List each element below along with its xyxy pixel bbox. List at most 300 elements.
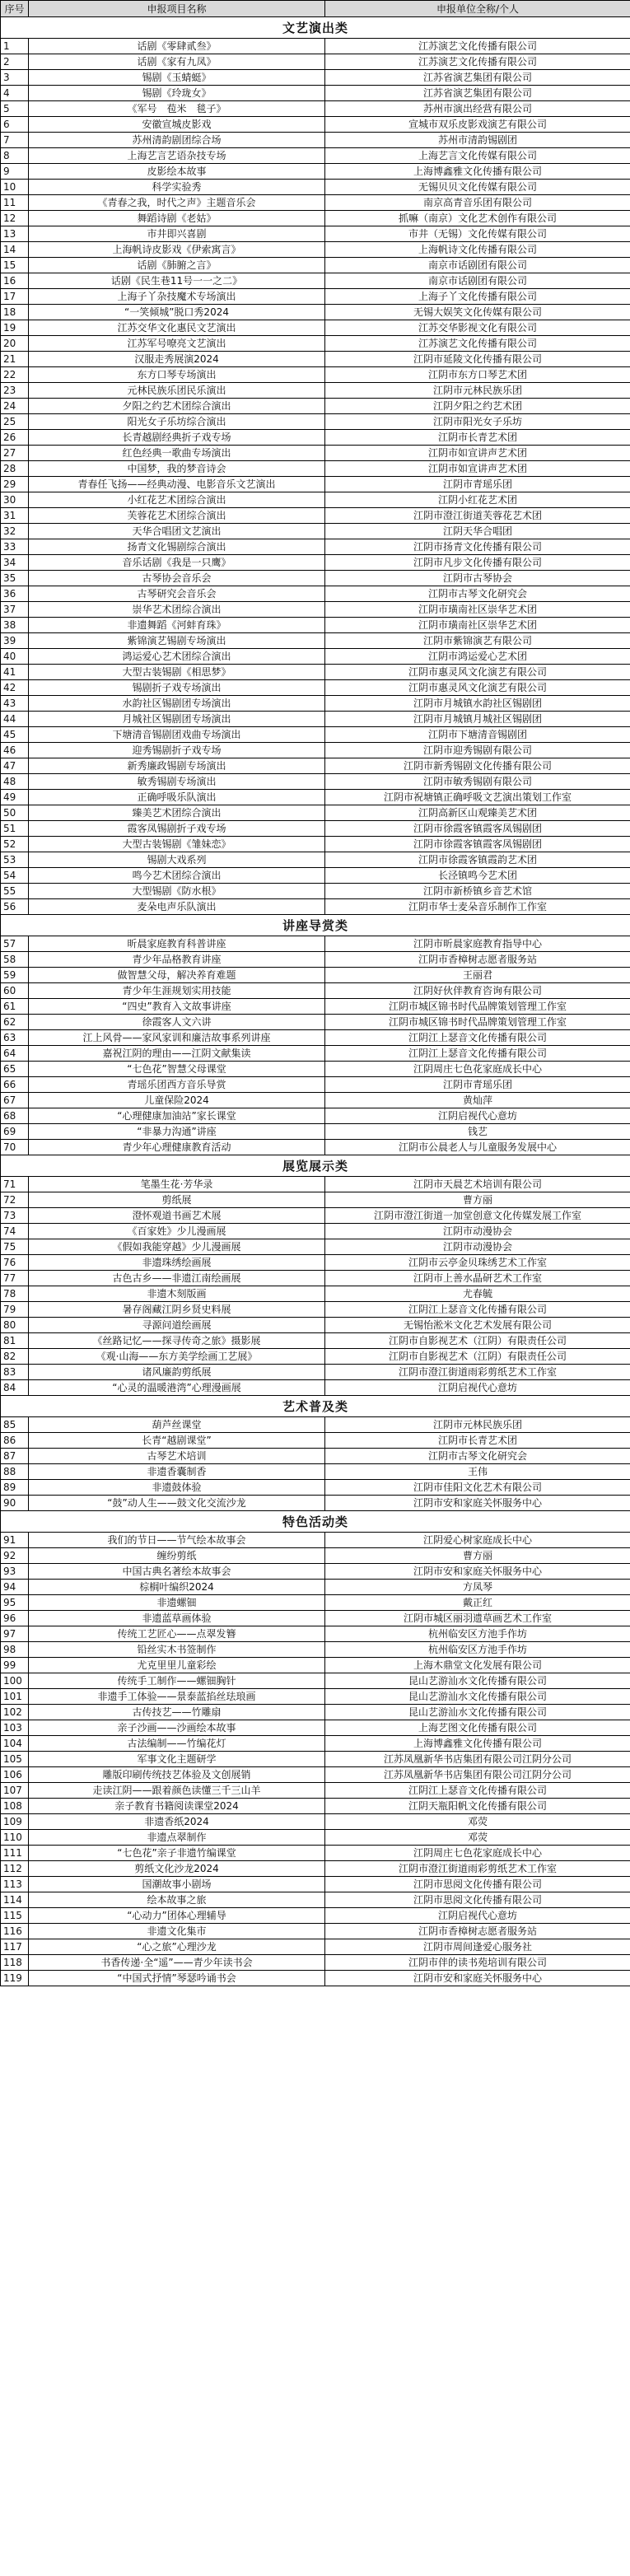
- table-row: [1, 899, 630, 915]
- applicant-unit: 南京高青音乐团有限公司: [325, 195, 630, 211]
- project-name: 非遗手工体验——景泰蓝掐丝珐琅画: [29, 1689, 325, 1705]
- table-row: [1, 1349, 630, 1365]
- table-row: [1, 336, 630, 352]
- section-title: 展览展示类: [1, 1155, 630, 1177]
- row-number: 78: [1, 1286, 29, 1302]
- applicant-unit: 苏州市清韵锡剧团: [325, 133, 630, 148]
- applicant-unit: 江阴市月城镇水韵社区锡剧团: [325, 696, 630, 712]
- row-number: 112: [1, 1861, 29, 1877]
- table-row: [1, 1939, 630, 1955]
- project-name: 中国古典名著绘本故事会: [29, 1564, 325, 1580]
- applicant-unit: 江阴市城区锦书时代品牌策划管理工作室: [325, 1015, 630, 1030]
- table-row: [1, 1971, 630, 1986]
- table-row: [1, 133, 630, 148]
- applicant-unit: 江阴市华士麦朵音乐制作工作室: [325, 899, 630, 915]
- row-number: 18: [1, 305, 29, 320]
- project-name: “心之旅”心理沙龙: [29, 1939, 325, 1955]
- table-row: [1, 1533, 630, 1548]
- project-name: 古法编制——竹编花灯: [29, 1736, 325, 1752]
- project-name: “七色花”智慧父母课堂: [29, 1062, 325, 1077]
- row-number: 31: [1, 508, 29, 524]
- project-name: 锡剧折子戏专场演出: [29, 680, 325, 696]
- applicant-unit: 长泾镇鸣今艺术团: [325, 868, 630, 884]
- applicant-unit: 邓荧: [325, 1814, 630, 1830]
- applicant-unit: 江阴市香樟树志愿者服务站: [325, 952, 630, 968]
- table-row: [1, 1673, 630, 1689]
- project-name: 迎秀锡剧折子戏专场: [29, 743, 325, 758]
- row-number: 27: [1, 446, 29, 461]
- project-name: 话剧《民生巷11号一一之二》: [29, 273, 325, 289]
- applicant-unit: 江阴启视代心意坊: [325, 1108, 630, 1124]
- row-number: 58: [1, 952, 29, 968]
- section-header-row: [1, 1511, 630, 1533]
- table-row: [1, 1239, 630, 1255]
- applicant-unit: 江阴市敏秀锡剧有限公司: [325, 774, 630, 790]
- row-number: 41: [1, 665, 29, 680]
- row-number: 97: [1, 1626, 29, 1642]
- applicant-unit: 江阴市惠灵风文化演艺有限公司: [325, 680, 630, 696]
- project-name: 正确呼吸乐队演出: [29, 790, 325, 805]
- project-name: 安徽宣城皮影戏: [29, 117, 325, 133]
- project-name: 暑存阁藏江阴乡贤史料展: [29, 1302, 325, 1318]
- table-row: [1, 383, 630, 399]
- project-name: 非遗文化集市: [29, 1924, 325, 1939]
- applicant-unit: 江阴市安和家庭关怀服务中心: [325, 1971, 630, 1986]
- table-row: [1, 1892, 630, 1908]
- row-number: 51: [1, 821, 29, 837]
- row-number: 71: [1, 1177, 29, 1192]
- project-name: 江苏军号嘹亮文艺演出: [29, 336, 325, 352]
- row-number: 89: [1, 1480, 29, 1496]
- row-number: 66: [1, 1077, 29, 1093]
- row-number: 39: [1, 633, 29, 649]
- applicant-unit: 江阴市鸿运爱心艺术团: [325, 649, 630, 665]
- table-row: [1, 86, 630, 101]
- project-name: 古琴协会音乐会: [29, 571, 325, 586]
- row-number: 92: [1, 1548, 29, 1564]
- project-name: 非遗蓝草画体验: [29, 1611, 325, 1626]
- project-name: 扬青文化锡剧综合演出: [29, 539, 325, 555]
- project-name: 《假如我能穿越》少儿漫画展: [29, 1239, 325, 1255]
- project-name: 阳光女子乐坊综合演出: [29, 414, 325, 430]
- table-row: [1, 821, 630, 837]
- row-number: 91: [1, 1533, 29, 1548]
- applicant-unit: 江阴市澄江街道一加堂创意文化传媒发展工作室: [325, 1208, 630, 1224]
- project-table-body: [1, 1, 630, 1986]
- project-name: 锡剧《玲珑女》: [29, 86, 325, 101]
- row-number: 43: [1, 696, 29, 712]
- project-name: 市井即兴喜剧: [29, 226, 325, 242]
- project-name: 东方口琴专场演出: [29, 367, 325, 383]
- project-name: 古传技艺——竹雕扇: [29, 1705, 325, 1720]
- project-name: “中国式抒情”琴瑟吟诵书会: [29, 1971, 325, 1986]
- table-row: [1, 1140, 630, 1155]
- row-number: 72: [1, 1192, 29, 1208]
- applicant-unit: 邓荧: [325, 1830, 630, 1846]
- row-number: 46: [1, 743, 29, 758]
- row-number: 37: [1, 602, 29, 618]
- project-name: 军事文化主题研学: [29, 1752, 325, 1767]
- project-name: 寻源问道绘画展: [29, 1318, 325, 1333]
- project-name: 麦朵电声乐队演出: [29, 899, 325, 915]
- applicant-unit: 江苏凤凰新华书店集团有限公司江阴分公司: [325, 1767, 630, 1783]
- project-name: 话剧《肺腑之言》: [29, 258, 325, 273]
- row-number: 86: [1, 1433, 29, 1449]
- table-row: [1, 852, 630, 868]
- table-row: [1, 1286, 630, 1302]
- row-number: 19: [1, 320, 29, 336]
- project-name: 昕晨家庭教育科普讲座: [29, 936, 325, 952]
- applicant-unit: 昆山艺游汕水文化传播有限公司: [325, 1689, 630, 1705]
- applicant-unit: 江阴市阳光女子乐坊: [325, 414, 630, 430]
- applicant-unit: 江阴启视代心意坊: [325, 1380, 630, 1396]
- applicant-unit: 江苏省演艺集团有限公司: [325, 70, 630, 86]
- applicant-unit: 南京市话剧团有限公司: [325, 273, 630, 289]
- row-number: 101: [1, 1689, 29, 1705]
- project-name: 棕榈叶编织2024: [29, 1580, 325, 1595]
- applicant-unit: 江苏演艺文化传播有限公司: [325, 39, 630, 54]
- table-row: [1, 884, 630, 899]
- row-number: 75: [1, 1239, 29, 1255]
- table-row: [1, 1433, 630, 1449]
- applicant-unit: 江阴市元林民族乐团: [325, 1417, 630, 1433]
- table-row: [1, 1908, 630, 1924]
- row-number: 116: [1, 1924, 29, 1939]
- row-number: 42: [1, 680, 29, 696]
- project-name: 《军号 苞米 毯子》: [29, 101, 325, 117]
- applicant-unit: 江阴市新秀锡剧文化传播有限公司: [325, 758, 630, 774]
- table-row: [1, 101, 630, 117]
- row-number: 79: [1, 1302, 29, 1318]
- table-row: [1, 1077, 630, 1093]
- row-number: 114: [1, 1892, 29, 1908]
- table-row: [1, 1062, 630, 1077]
- project-name: 紫锦演艺锡剧专场演出: [29, 633, 325, 649]
- table-row: [1, 164, 630, 180]
- table-row: [1, 1689, 630, 1705]
- project-name: 水韵社区锡剧团专场演出: [29, 696, 325, 712]
- row-number: 15: [1, 258, 29, 273]
- applicant-unit: 江阴市佳阳文化艺术有限公司: [325, 1480, 630, 1496]
- row-number: 85: [1, 1417, 29, 1433]
- applicant-unit: 江阴市天晨艺术培训有限公司: [325, 1177, 630, 1192]
- project-name: 缠纷剪纸: [29, 1548, 325, 1564]
- project-name: 大型锡剧《防水根》: [29, 884, 325, 899]
- project-name: 鸣今艺术团综合演出: [29, 868, 325, 884]
- applicant-unit: 江阴市惠灵风文化演艺有限公司: [325, 665, 630, 680]
- row-number: 60: [1, 983, 29, 999]
- applicant-unit: 江阴市长青艺术团: [325, 1433, 630, 1449]
- row-number: 105: [1, 1752, 29, 1767]
- row-number: 100: [1, 1673, 29, 1689]
- header-no: 序号: [1, 1, 29, 17]
- row-number: 102: [1, 1705, 29, 1720]
- applicant-unit: 江阴市如宣讲声艺术团: [325, 461, 630, 477]
- applicant-unit: 江阴市思阅文化传播有限公司: [325, 1877, 630, 1892]
- project-name: 新秀廉政锡剧专场演出: [29, 758, 325, 774]
- project-name: 诸风廉韵剪纸展: [29, 1365, 325, 1380]
- table-row: [1, 226, 630, 242]
- table-row: [1, 508, 630, 524]
- row-number: 6: [1, 117, 29, 133]
- row-number: 65: [1, 1062, 29, 1077]
- project-name: 做智慧父母，解决养育难题: [29, 968, 325, 983]
- applicant-unit: 江阴江上瑟音文化传播有限公司: [325, 1046, 630, 1062]
- project-name: 红色经典一歌曲专场演出: [29, 446, 325, 461]
- project-name: 天华合唱团文艺演出: [29, 524, 325, 539]
- table-row: [1, 774, 630, 790]
- table-row: [1, 1015, 630, 1030]
- section-header-row: [1, 1396, 630, 1417]
- applicant-unit: 江阴市上善水晶研艺术工作室: [325, 1271, 630, 1286]
- applicant-unit: 无锡大娱笑文化传媒有限公司: [325, 305, 630, 320]
- row-number: 22: [1, 367, 29, 383]
- project-name: 中国梦，我的梦音诗会: [29, 461, 325, 477]
- applicant-unit: 苏州市演出经营有限公司: [325, 101, 630, 117]
- table-row: [1, 1720, 630, 1736]
- project-name: 书香传递·全“遥”——青少年读书会: [29, 1955, 325, 1971]
- applicant-unit: 黄灿萍: [325, 1093, 630, 1108]
- project-name: 锡剧《玉蜻蜓》: [29, 70, 325, 86]
- applicant-unit: 江阴小红花艺术团: [325, 492, 630, 508]
- table-row: [1, 1177, 630, 1192]
- row-number: 26: [1, 430, 29, 446]
- project-name: 铅丝实木书签制作: [29, 1642, 325, 1658]
- row-number: 61: [1, 999, 29, 1015]
- table-row: [1, 1799, 630, 1814]
- project-name: 非遗点翠制作: [29, 1830, 325, 1846]
- table-row: [1, 446, 630, 461]
- row-number: 47: [1, 758, 29, 774]
- row-number: 3: [1, 70, 29, 86]
- table-row: [1, 936, 630, 952]
- table-row: [1, 712, 630, 727]
- applicant-unit: 昆山艺游汕水文化传播有限公司: [325, 1673, 630, 1689]
- header-applicant-unit: 申报单位全称/个人: [325, 1, 630, 17]
- project-name: 《观·山海——东方美学绘画工艺展》: [29, 1349, 325, 1365]
- project-name: “一笑倾城”脱口秀2024: [29, 305, 325, 320]
- table-row: [1, 54, 630, 70]
- table-row: [1, 1449, 630, 1464]
- row-number: 115: [1, 1908, 29, 1924]
- applicant-unit: 江阴市徐霞客镇霞客凤锡剧团: [325, 837, 630, 852]
- applicant-unit: 江阴周庄七色花家庭成长中心: [325, 1846, 630, 1861]
- row-number: 117: [1, 1939, 29, 1955]
- project-name: 澄怀观道书画艺术展: [29, 1208, 325, 1224]
- project-name: 《丝路记忆——探寻传奇之旅》摄影展: [29, 1333, 325, 1349]
- applicant-unit: 上海帆诗文化传播有限公司: [325, 242, 630, 258]
- row-number: 21: [1, 352, 29, 367]
- row-number: 81: [1, 1333, 29, 1349]
- applicant-unit: 江阴周庄七色花家庭成长中心: [325, 1062, 630, 1077]
- table-row: [1, 1255, 630, 1271]
- applicant-unit: 江阴市澄江街道芙蓉花艺术团: [325, 508, 630, 524]
- applicant-unit: 市井（无锡）文化传媒有限公司: [325, 226, 630, 242]
- section-header-row: [1, 1155, 630, 1177]
- applicant-unit: 江阴夕阳之约艺术团: [325, 399, 630, 414]
- project-name: 上海子丫杂技魔术专场演出: [29, 289, 325, 305]
- applicant-unit: 江苏演艺文化传播有限公司: [325, 336, 630, 352]
- row-number: 107: [1, 1783, 29, 1799]
- project-name: 大型古装锡剧《雏妹恋》: [29, 837, 325, 852]
- table-row: [1, 727, 630, 743]
- row-number: 113: [1, 1877, 29, 1892]
- table-row: [1, 258, 630, 273]
- table-row: [1, 649, 630, 665]
- row-number: 28: [1, 461, 29, 477]
- row-number: 63: [1, 1030, 29, 1046]
- project-name: 非遗鼓体验: [29, 1480, 325, 1496]
- applicant-unit: 南京市话剧团有限公司: [325, 258, 630, 273]
- table-row: [1, 399, 630, 414]
- row-number: 98: [1, 1642, 29, 1658]
- project-name: 江苏交华文化惠民文艺演出: [29, 320, 325, 336]
- row-number: 7: [1, 133, 29, 148]
- project-name: 话剧《家有九凤》: [29, 54, 325, 70]
- row-number: 35: [1, 571, 29, 586]
- row-number: 90: [1, 1496, 29, 1511]
- table-row: [1, 211, 630, 226]
- applicant-unit: 江阴爱心树家庭成长中心: [325, 1533, 630, 1548]
- table-row: [1, 1705, 630, 1720]
- applicant-unit: 江阴市动漫协会: [325, 1239, 630, 1255]
- row-number: 74: [1, 1224, 29, 1239]
- project-name: “心理健康加油站”家长课堂: [29, 1108, 325, 1124]
- project-name: 上海帆诗皮影戏《伊索寓言》: [29, 242, 325, 258]
- table-row: [1, 555, 630, 571]
- project-name: 雕版印刷传统技艺体验及文创展销: [29, 1767, 325, 1783]
- table-row: [1, 1480, 630, 1496]
- table-row: [1, 1224, 630, 1239]
- project-name: 元林民族乐团民乐演出: [29, 383, 325, 399]
- applicant-unit: 江阴市城区丽羽遗草画艺术工作室: [325, 1611, 630, 1626]
- table-row: [1, 680, 630, 696]
- table-row: [1, 539, 630, 555]
- project-name: 非遗香囊制香: [29, 1464, 325, 1480]
- project-name: “四史”教育入文故事讲座: [29, 999, 325, 1015]
- applicant-unit: 江阴市公晨老人与儿童服务发展中心: [325, 1140, 630, 1155]
- row-number: 76: [1, 1255, 29, 1271]
- applicant-unit: 江阴市青瑶乐团: [325, 477, 630, 492]
- applicant-unit: 江阴江上瑟音文化传播有限公司: [325, 1302, 630, 1318]
- project-name: 儿童保险2024: [29, 1093, 325, 1108]
- applicant-unit: 江苏省演艺集团有限公司: [325, 86, 630, 101]
- project-name: 鸿运爱心艺术团综合演出: [29, 649, 325, 665]
- table-row: [1, 1580, 630, 1595]
- project-name: 敏秀锡剧专场演出: [29, 774, 325, 790]
- applicant-unit: 江阴市安和家庭关怀服务中心: [325, 1564, 630, 1580]
- row-number: 11: [1, 195, 29, 211]
- table-row: [1, 117, 630, 133]
- row-number: 67: [1, 1093, 29, 1108]
- table-row: [1, 1548, 630, 1564]
- table-row: [1, 461, 630, 477]
- table-row: [1, 1380, 630, 1396]
- row-number: 70: [1, 1140, 29, 1155]
- applicant-unit: 江阴市城区锦书时代品牌策划管理工作室: [325, 999, 630, 1015]
- applicant-unit: 江阴市如宣讲声艺术团: [325, 446, 630, 461]
- project-name: 传统工艺匠心——点翠发簪: [29, 1626, 325, 1642]
- project-name: 古琴艺术培训: [29, 1449, 325, 1464]
- project-name: 长青越剧经典折子戏专场: [29, 430, 325, 446]
- table-header-row: [1, 1, 630, 17]
- applicant-unit: 江阴天华合唱团: [325, 524, 630, 539]
- project-name: 我们的节日——节气绘本故事会: [29, 1533, 325, 1548]
- project-name: 非遗香纸2024: [29, 1814, 325, 1830]
- row-number: 30: [1, 492, 29, 508]
- table-row: [1, 586, 630, 602]
- project-name: 大型古装锡剧《相思梦》: [29, 665, 325, 680]
- table-row: [1, 367, 630, 383]
- table-row: [1, 805, 630, 821]
- row-number: 48: [1, 774, 29, 790]
- table-row: [1, 1108, 630, 1124]
- project-name: 青少年品格教育讲座: [29, 952, 325, 968]
- applicant-unit: 江阴市祝塘镇正确呼吸文艺演出策划工作室: [325, 790, 630, 805]
- table-row: [1, 1642, 630, 1658]
- row-number: 8: [1, 148, 29, 164]
- applicant-unit: 江阴市璜南社区崇华艺术团: [325, 618, 630, 633]
- project-name: 非遗舞蹈《河蚌育珠》: [29, 618, 325, 633]
- applicant-unit: 江阴市伴的读书苑培训有限公司: [325, 1955, 630, 1971]
- applicant-unit: 江阴市周间逢爱心服务社: [325, 1939, 630, 1955]
- applicant-unit: 江阴市昕晨家庭教育指导中心: [325, 936, 630, 952]
- table-row: [1, 983, 630, 999]
- applicant-unit: 江阴天瓶阳帆文化传播有限公司: [325, 1799, 630, 1814]
- project-name: 青少年心理健康教育活动: [29, 1140, 325, 1155]
- applicant-unit: 王丽君: [325, 968, 630, 983]
- row-number: 32: [1, 524, 29, 539]
- table-row: [1, 1924, 630, 1939]
- project-name: 音乐话剧《我是一只鹰》: [29, 555, 325, 571]
- project-name: 锡剧大戏系列: [29, 852, 325, 868]
- project-name: 霞客凤锡剧折子戏专场: [29, 821, 325, 837]
- table-row: [1, 1496, 630, 1511]
- applicant-unit: 江阴市月城镇月城社区锡剧团: [325, 712, 630, 727]
- applicant-unit: 上海艺言文化传媒有限公司: [325, 148, 630, 164]
- row-number: 13: [1, 226, 29, 242]
- row-number: 5: [1, 101, 29, 117]
- table-row: [1, 1955, 630, 1971]
- row-number: 25: [1, 414, 29, 430]
- row-number: 33: [1, 539, 29, 555]
- project-name: 非遗珠绣绘画展: [29, 1255, 325, 1271]
- table-row: [1, 868, 630, 884]
- applicant-unit: 杭州临安区方池手作坊: [325, 1626, 630, 1642]
- row-number: 93: [1, 1564, 29, 1580]
- applicant-unit: 江阴市元林民族乐团: [325, 383, 630, 399]
- row-number: 104: [1, 1736, 29, 1752]
- applicant-unit: 宣城市双乐皮影戏演艺有限公司: [325, 117, 630, 133]
- project-name: 尤克里里儿童彩绘: [29, 1658, 325, 1673]
- row-number: 40: [1, 649, 29, 665]
- table-row: [1, 837, 630, 852]
- applicant-unit: 江苏凤凰新华书店集团有限公司江阴分公司: [325, 1752, 630, 1767]
- table-row: [1, 571, 630, 586]
- applicant-unit: 江阴好伙伴教育咨询有限公司: [325, 983, 630, 999]
- table-row: [1, 1318, 630, 1333]
- table-row: [1, 1830, 630, 1846]
- row-number: 23: [1, 383, 29, 399]
- project-name: 非遗木刻版画: [29, 1286, 325, 1302]
- row-number: 62: [1, 1015, 29, 1030]
- project-name: 夕阳之约艺术团综合演出: [29, 399, 325, 414]
- row-number: 12: [1, 211, 29, 226]
- table-row: [1, 1464, 630, 1480]
- table-row: [1, 1626, 630, 1642]
- table-row: [1, 1783, 630, 1799]
- table-row: [1, 758, 630, 774]
